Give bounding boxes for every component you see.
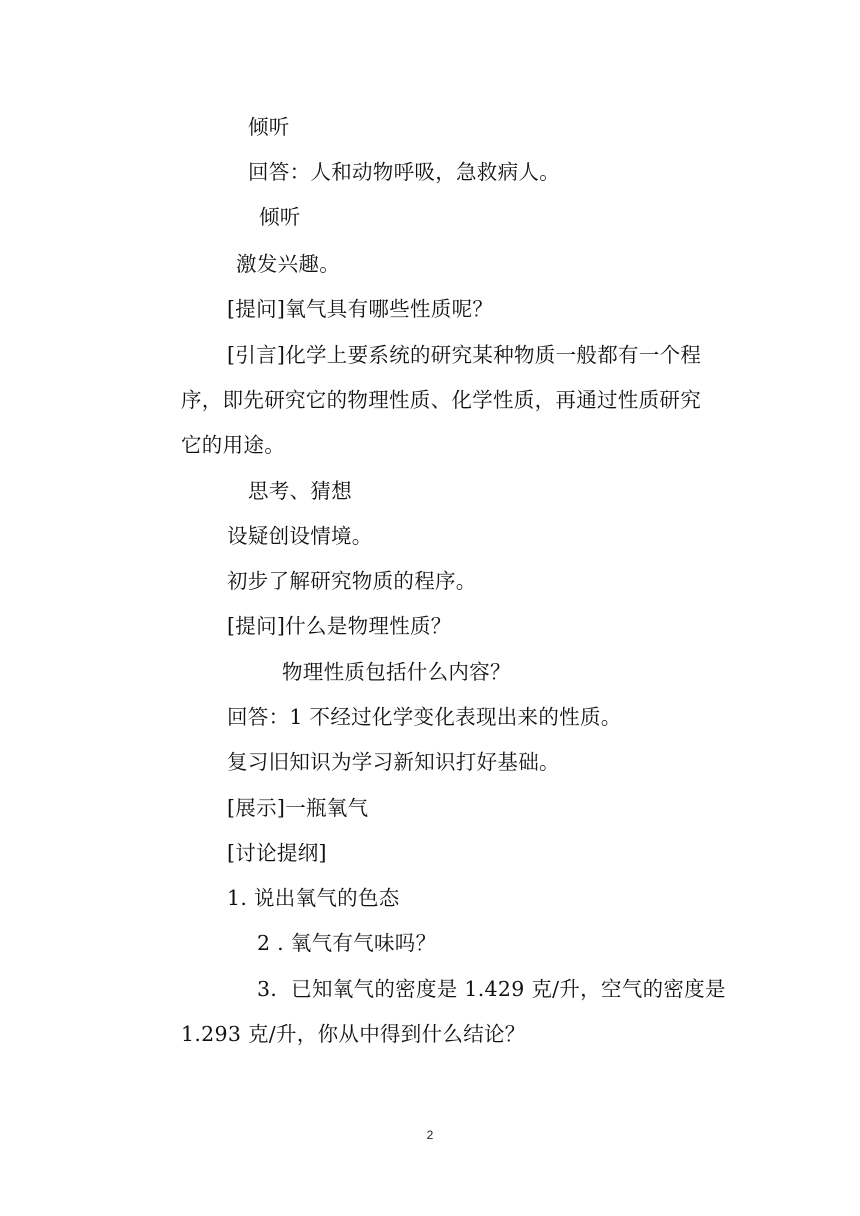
text-line-show-oxygen: [展示]一瓶氧气	[227, 796, 369, 820]
text-line-discussion-outline: [讨论提纲]	[227, 841, 327, 865]
text-line-item-2: 2 . 氧气有气味吗？	[257, 931, 437, 955]
text-line-introduction-1: [引言]化学上要系统的研究某种物质一般都有一个程	[227, 343, 702, 367]
page-number: 2	[426, 1128, 434, 1142]
text-line-introduction-2: 序，即先研究它的物理性质、化学性质，再通过性质研究	[181, 388, 701, 412]
text-line-item-1: 1. 说出氧气的色态	[227, 886, 400, 910]
text-line-question-properties: [提问]氧气具有哪些性质呢？	[227, 297, 494, 321]
text-line-item-3-part-2: 1.293 克/升，你从中得到什么结论？	[181, 1022, 526, 1046]
text-line-review: 复习旧知识为学习新知识打好基础。	[227, 750, 560, 774]
text-line-spark-interest: 激发兴趣。	[236, 252, 340, 276]
text-line-answer-definition: 回答：1 不经过化学变化表现出来的性质。	[227, 705, 622, 729]
text-line-listen-2: 倾听	[259, 205, 301, 229]
text-line-introduction-3: 它的用途。	[181, 433, 285, 457]
text-line-question-physical: [提问]什么是物理性质？	[227, 614, 452, 638]
text-line-physical-contents: 物理性质包括什么内容？	[282, 660, 511, 684]
text-line-set-scene: 设疑创设情境。	[227, 524, 373, 548]
text-line-research-procedure: 初步了解研究物质的程序。	[227, 569, 477, 593]
text-line-answer-breathing: 回答：人和动物呼吸，急救病人。	[248, 160, 560, 184]
text-line-item-3-part-1: 3．已知氧气的密度是 1.429 克/升，空气的密度是	[257, 977, 726, 1001]
text-line-listen-1: 倾听	[248, 115, 290, 139]
text-line-think-guess: 思考、猜想	[248, 479, 352, 503]
